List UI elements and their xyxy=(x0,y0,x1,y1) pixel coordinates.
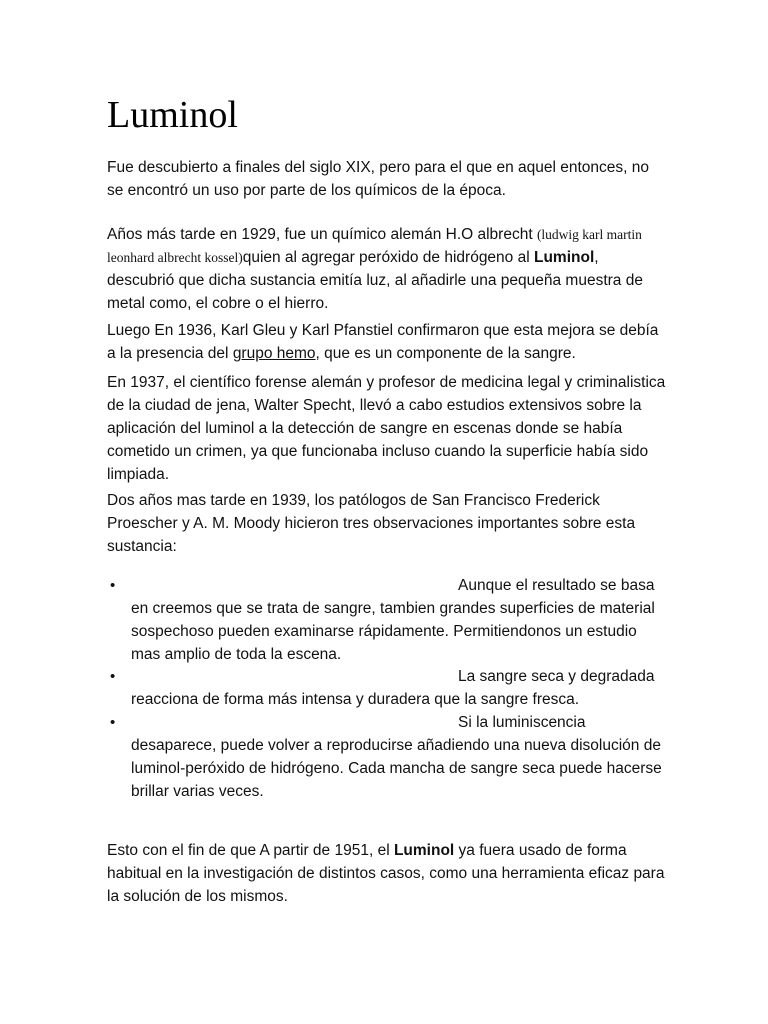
paragraph-specht: En 1937, el científico forense alemán y profesor de medicina legal y criminalistica de la ciudad de jena, Walter Specht, llevó a cabo estudios extensivos sobre la aplicación del luminol a la detección de sangre en escenas donde se había cometido un crimen, ya que funcionaba incluso cuando la superficie había sido limpiada. xyxy=(107,374,666,483)
paragraph-gleu-text-b: , que es un componente de la sangre. xyxy=(315,345,576,362)
paragraph-albrecht-text-b: quien al agregar peróxido de hidrógeno al xyxy=(242,249,534,266)
bullet-item-1-lead: Aunque el resultado se basa xyxy=(458,577,655,594)
paragraph-albrecht-text-c: , descubrió que dicha sustancia emitía luz, al añadirle una pequeña muestra de metal como, el cobre o el hierro. xyxy=(107,249,643,312)
paragraph-discovery: Fue descubierto a finales del siglo XIX, pero para el que en aquel entonces, no se encontró un uso por parte de los químicos de la época. xyxy=(107,159,650,199)
bullet-item-3-lead: Si la luminiscencia xyxy=(458,714,586,731)
bullet-symbol: • xyxy=(110,668,116,685)
paragraph-conclusion-text-b: ya fuera usado de forma habitual en la investigación de distintos casos, como una herramienta eficaz para la solución de los mismos. xyxy=(107,842,665,905)
paragraph-conclusion-luminol: Luminol xyxy=(393,842,455,859)
paragraph-gleu-text-a: Luego En 1936, Karl Gleu y Karl Pfanstiel confirmaron que esta mejora se debía a la presencia del xyxy=(107,322,659,362)
paragraph-albrecht-luminol: Luminol xyxy=(533,249,595,266)
bullet-item-2-lead: La sangre seca y degradada xyxy=(458,668,655,685)
bullet-symbol: • xyxy=(110,577,116,594)
paragraph-albrecht-fullname: (ludwig karl martin leonhard albrecht kossel) xyxy=(107,227,642,265)
bullet-item-1-text: en creemos que se trata de sangre, tambien grandes superficies de material sospechoso pueden examinarse rápidamente. Permitiendonos un estudio mas amplio de toda la escena. xyxy=(131,600,655,663)
page-title: Luminol xyxy=(107,94,238,136)
paragraph-albrecht-text-a: Años más tarde en 1929, fue un químico alemán H.O albrecht xyxy=(107,226,537,243)
bullet-item-3-text: desaparece, puede volver a reproducirse añadiendo una nueva disolución de luminol-peróxido de hidrógeno. Cada mancha de sangre seca puede hacerse brillar varias veces. xyxy=(131,737,662,800)
bullet-item-3 xyxy=(131,711,664,803)
bullet-item-1 xyxy=(131,574,664,666)
bullet-item-2-text: reacciona de forma más intensa y duradera que la sangre fresca. xyxy=(131,691,580,708)
grupo-hemo-link[interactable]: grupo hemo xyxy=(232,345,316,362)
paragraph-conclusion xyxy=(107,839,667,908)
paragraph-conclusion-text-a: Esto con el fin de que A partir de 1951, el xyxy=(107,842,394,859)
bullet-symbol: • xyxy=(110,714,116,731)
paragraph-gleu xyxy=(107,319,667,365)
paragraph-proescher: Dos años mas tarde en 1939, los patólogos de San Francisco Frederick Proescher y A. M. Moody hicieron tres observaciones importantes sobre esta sustancia: xyxy=(107,492,636,555)
bullet-item-2 xyxy=(131,665,664,711)
paragraph-albrecht xyxy=(107,223,667,315)
